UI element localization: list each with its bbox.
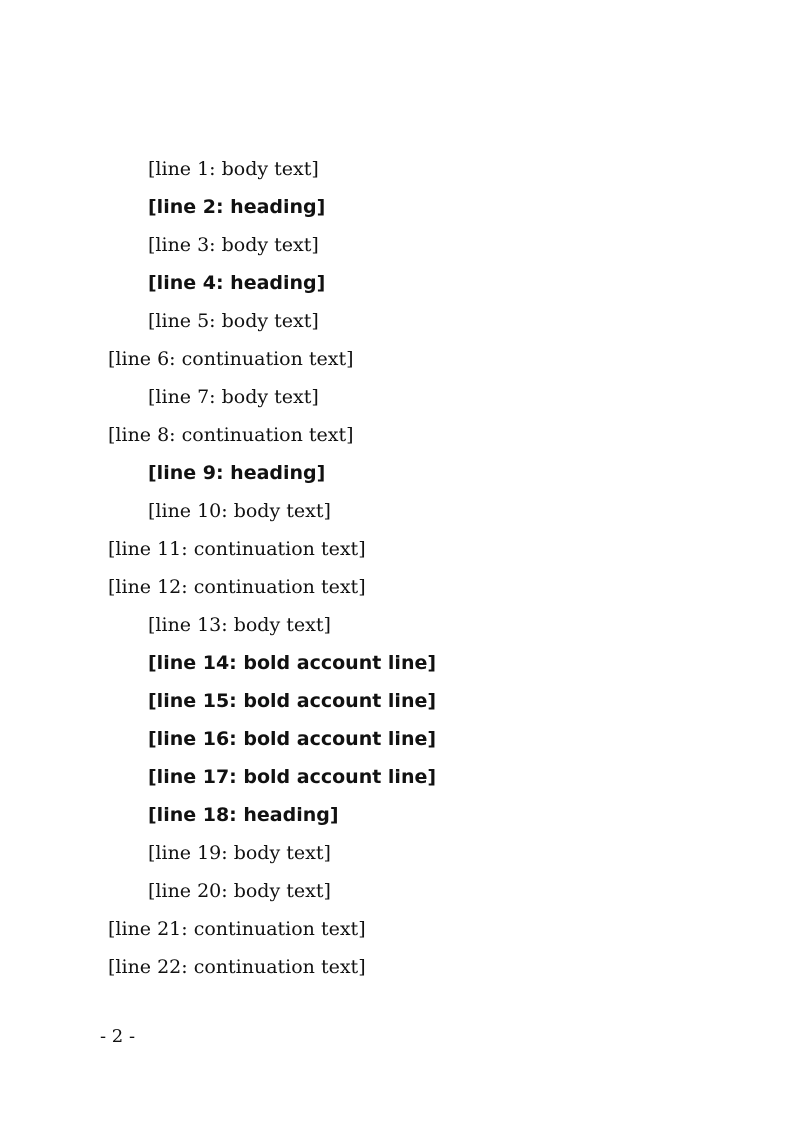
body-line: [line 21: continuation text] xyxy=(108,918,366,940)
body-line: [line 7: body text] xyxy=(148,386,319,408)
body-line: [line 22: continuation text] xyxy=(108,956,366,978)
section-heading: [line 18: heading] xyxy=(148,804,339,826)
body-line: [line 1: body text] xyxy=(148,158,319,180)
document-body xyxy=(108,150,708,986)
section-heading: [line 4: heading] xyxy=(148,272,326,294)
body-line: [line 19: body text] xyxy=(148,842,331,864)
bank-line: [line 16: bold account line] xyxy=(148,728,437,750)
body-line: [line 13: body text] xyxy=(148,614,331,636)
section-heading: [line 2: heading] xyxy=(148,196,326,218)
page-number: - 2 - xyxy=(100,1026,136,1047)
body-line: [line 12: continuation text] xyxy=(108,576,366,598)
body-line: [line 8: continuation text] xyxy=(108,424,354,446)
body-line: [line 5: body text] xyxy=(148,310,319,332)
body-line: [line 20: body text] xyxy=(148,880,331,902)
body-line: [line 11: continuation text] xyxy=(108,538,366,560)
account-number-line: [line 15: bold account line] xyxy=(148,690,437,712)
body-line: [line 6: continuation text] xyxy=(108,348,354,370)
body-line: [line 10: body text] xyxy=(148,500,331,522)
section-heading: [line 9: heading] xyxy=(148,462,326,484)
payee-line: [line 14: bold account line] xyxy=(148,652,437,674)
body-line: [line 3: body text] xyxy=(148,234,319,256)
remark-line: [line 17: bold account line] xyxy=(148,766,437,788)
